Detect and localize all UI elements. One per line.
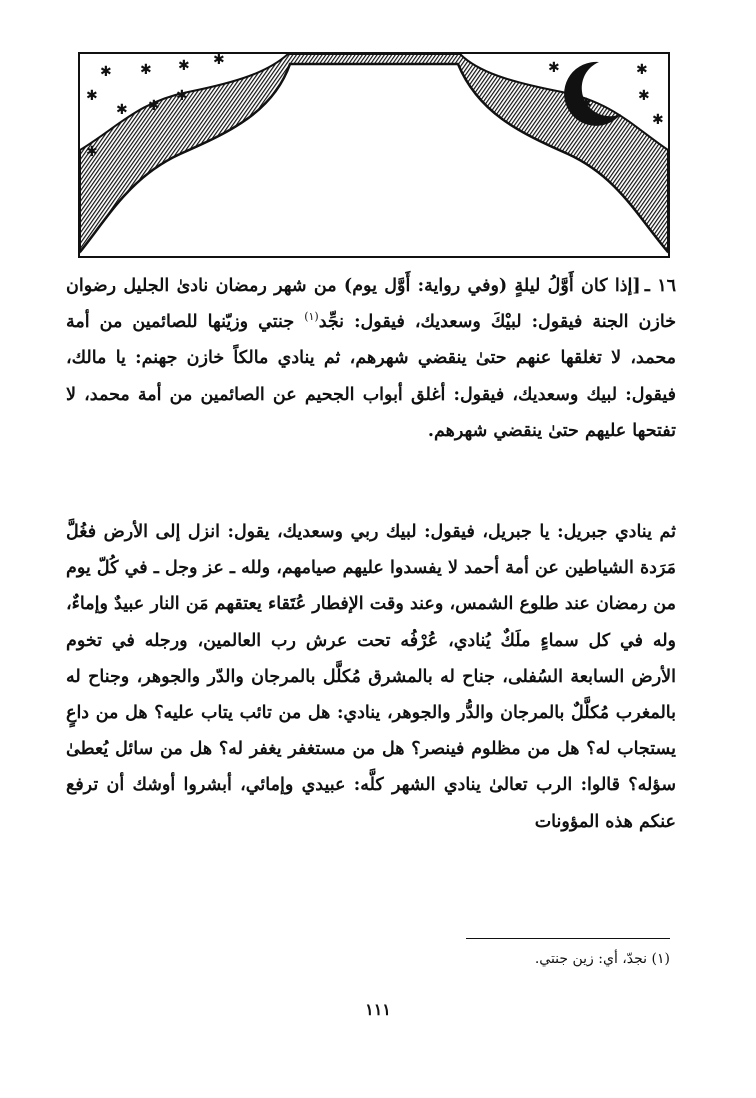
svg-text:✱: ✱: [86, 144, 98, 160]
svg-text:✱: ✱: [100, 64, 112, 80]
page-number: ١١١: [365, 1000, 391, 1019]
svg-text:✱: ✱: [140, 62, 152, 78]
svg-text:✱: ✱: [580, 96, 592, 112]
svg-text:✱: ✱: [652, 112, 664, 128]
paragraph-hadith: [66, 268, 676, 449]
paragraph-text-part-2: جنتي وزيّنها للصائمين من أمة محمد، لا تغلقها عنهم حتىٰ ينقضي شهرهم، ثم ينادي مالكاً خازن جهنم: يا مالك، فيقول: لبيك وسعديك، فيقول: أغلق أبواب الجحيم عن الصائمين من أمة محمد، لا تفتحها عليهم حتىٰ ينقضي شهرهم.: [66, 312, 676, 441]
svg-text:✱: ✱: [548, 60, 560, 76]
paragraph-text: ثم ينادي جبريل: يا جبريل، فيقول: لبيك ربي وسعديك، يقول: انزل إلى الأرض فغُلَّ مَرَدة الشياطين عن أمة أحمد لا يفسدوا عليهم صيامهم، ولله ـ عز وجل ـ في كُلّ يوم من رمضان عند طلوع الشمس، وعند وقت الإفطار عُتَقاء يعتقهم مَن النار عبيدٌ وإماءٌ، وله في كل سماءٍ ملَكٌ يُنادي، عُرْفُه تحت عرش رب العالمين، ورجله في تخوم الأرض السابعة السُفلى، جناح له بالمشرق مُكلَّل بالمرجان والدّر والجوهر، وجناح له بالمغرب مُكلَّلٌ بالمرجان والدُّر والجوهر، ينادي: هل من تائب يتاب عليه؟ هل من داعٍ يستجاب له؟ هل من مظلوم فينصر؟ هل من مستغفر يغفر له؟ هل من سائل يُعطىٰ سؤله؟ قالوا: الرب تعالىٰ ينادي الشهر كلَّه: عبيدي وإمائي، أبشروا أوشك أن ترفع عنكم هذه المؤونات: [66, 522, 676, 832]
svg-text:✱: ✱: [148, 98, 160, 114]
paragraph-number: ١٦ ـ: [644, 276, 676, 296]
paragraph-text-part-1: [إذا كان أَوَّلُ ليلةٍ (وفي رواية: أَوَّل يوم) من شهر رمضان نادىٰ الجليل رضوان خازن الجنة فيقول: لبيْكَ وسعديك، فيقول: نجِّد: [66, 276, 677, 333]
svg-text:✱: ✱: [638, 88, 650, 104]
crescent-and-stars-arch-icon: [78, 52, 670, 258]
svg-text:✱: ✱: [86, 88, 98, 104]
footnote-divider: [466, 938, 670, 939]
footnote: (١) نجدّ، أي: زين جنتي.: [534, 951, 670, 967]
svg-text:✱: ✱: [636, 62, 648, 78]
svg-text:✱: ✱: [213, 52, 225, 68]
footnote-marker: (١): [304, 310, 319, 324]
svg-text:✱: ✱: [176, 88, 188, 104]
paragraph-continuation: [66, 514, 676, 840]
svg-text:✱: ✱: [178, 58, 190, 74]
svg-text:✱: ✱: [116, 102, 128, 118]
